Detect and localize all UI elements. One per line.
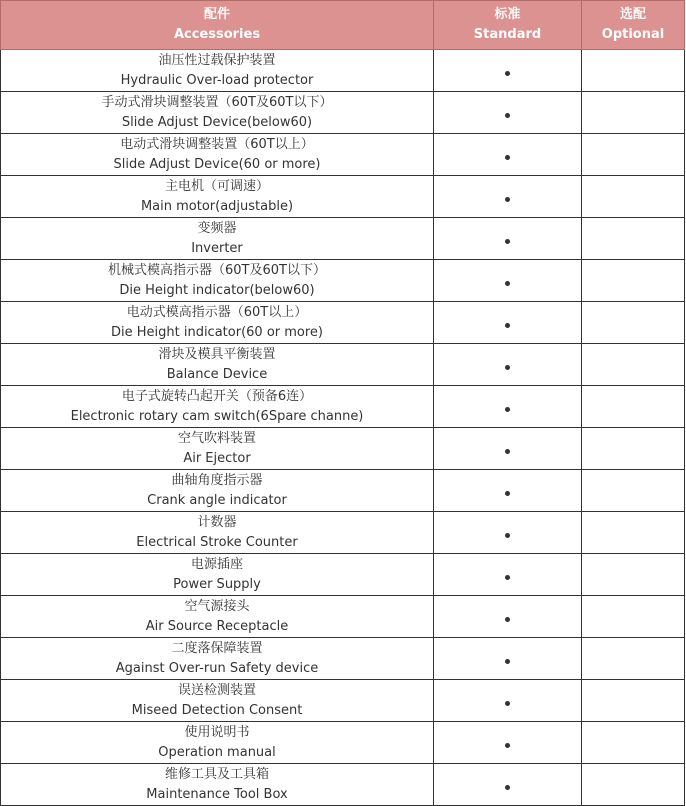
table-row bbox=[1, 428, 685, 470]
header-accessories-cn: 配件 bbox=[203, 7, 230, 22]
optional-cell bbox=[582, 428, 685, 470]
standard-cell bbox=[434, 764, 582, 806]
optional-cell bbox=[582, 260, 685, 302]
header-row bbox=[1, 1, 685, 50]
standard-dot-icon bbox=[505, 785, 510, 790]
table-row bbox=[1, 50, 685, 92]
accessory-name-en: Against Over-run Safety device bbox=[115, 660, 319, 676]
header-accessories bbox=[1, 1, 434, 50]
optional-cell bbox=[582, 554, 685, 596]
accessory-name-en: Die Height indicator(60 or more) bbox=[110, 324, 323, 340]
accessory-name-cn: 维修工具及工具箱 bbox=[164, 766, 269, 782]
table-body bbox=[1, 50, 685, 806]
standard-cell bbox=[434, 596, 582, 638]
accessory-cell bbox=[1, 638, 434, 680]
standard-dot-icon bbox=[505, 659, 510, 664]
accessory-cell bbox=[1, 680, 434, 722]
standard-dot-icon bbox=[505, 617, 510, 622]
accessory-name-en: Electronic rotary cam switch(6Spare channe) bbox=[70, 408, 364, 424]
accessory-name-cn: 电子式旋转凸起开关（预备6连） bbox=[121, 388, 313, 404]
optional-cell bbox=[582, 470, 685, 512]
accessory-cell bbox=[1, 260, 434, 302]
accessory-name-en: Air Ejector bbox=[183, 450, 251, 466]
standard-dot-icon bbox=[505, 239, 510, 244]
accessory-name-en: Electrical Stroke Counter bbox=[136, 534, 298, 550]
accessory-name-en: Balance Device bbox=[166, 366, 268, 382]
accessory-name-cn: 使用说明书 bbox=[184, 724, 250, 740]
table-row bbox=[1, 386, 685, 428]
standard-dot-icon bbox=[505, 575, 510, 580]
accessory-name-cn: 手动式滑块调整装置（60T及60T以下） bbox=[101, 94, 333, 110]
optional-cell bbox=[582, 512, 685, 554]
table-row bbox=[1, 344, 685, 386]
accessory-name-en: Air Source Receptacle bbox=[145, 618, 289, 634]
header-optional-cn: 选配 bbox=[619, 7, 646, 22]
optional-cell bbox=[582, 218, 685, 260]
accessory-name-en: Inverter bbox=[191, 240, 243, 256]
table-row bbox=[1, 554, 685, 596]
header-standard bbox=[434, 1, 582, 50]
table-row bbox=[1, 470, 685, 512]
table-row bbox=[1, 722, 685, 764]
accessory-name-cn: 电动式模高指示器（60T以上） bbox=[126, 304, 308, 320]
accessory-name-cn: 计数器 bbox=[197, 514, 237, 530]
accessory-cell bbox=[1, 176, 434, 218]
optional-cell bbox=[582, 638, 685, 680]
optional-cell bbox=[582, 344, 685, 386]
optional-cell bbox=[582, 92, 685, 134]
table-row bbox=[1, 638, 685, 680]
optional-cell bbox=[582, 176, 685, 218]
accessory-name-cn: 滑块及模具平衡装置 bbox=[158, 346, 276, 362]
standard-dot-icon bbox=[505, 449, 510, 454]
accessory-cell bbox=[1, 554, 434, 596]
standard-dot-icon bbox=[505, 197, 510, 202]
standard-dot-icon bbox=[505, 155, 510, 160]
table-row bbox=[1, 176, 685, 218]
table-row bbox=[1, 92, 685, 134]
accessory-cell bbox=[1, 428, 434, 470]
accessory-cell bbox=[1, 218, 434, 260]
header-standard-en: Standard bbox=[473, 27, 542, 42]
standard-cell bbox=[434, 218, 582, 260]
table-row bbox=[1, 218, 685, 260]
accessory-cell bbox=[1, 302, 434, 344]
standard-cell bbox=[434, 92, 582, 134]
accessory-name-en: Miseed Detection Consent bbox=[131, 702, 303, 718]
accessory-name-en: Power Supply bbox=[173, 576, 261, 592]
accessory-name-cn: 曲轴角度指示器 bbox=[171, 472, 263, 488]
accessory-name-cn: 电源插座 bbox=[190, 556, 243, 572]
optional-cell bbox=[582, 680, 685, 722]
standard-cell bbox=[434, 680, 582, 722]
standard-cell bbox=[434, 134, 582, 176]
table-row bbox=[1, 680, 685, 722]
accessory-cell bbox=[1, 92, 434, 134]
standard-cell bbox=[434, 722, 582, 764]
accessory-name-cn: 空气吹料装置 bbox=[177, 430, 256, 446]
optional-cell bbox=[582, 302, 685, 344]
accessory-name-en: Hydraulic Over-load protector bbox=[120, 72, 314, 88]
accessory-cell bbox=[1, 50, 434, 92]
optional-cell bbox=[582, 386, 685, 428]
accessory-cell bbox=[1, 512, 434, 554]
header-accessories-en: Accessories bbox=[173, 27, 261, 42]
table-row bbox=[1, 764, 685, 806]
accessory-name-cn: 空气源接头 bbox=[184, 598, 250, 614]
accessory-name-en: Die Height indicator(below60) bbox=[119, 282, 315, 298]
header-optional-en: Optional bbox=[601, 27, 665, 42]
standard-cell bbox=[434, 470, 582, 512]
accessory-name-en: Maintenance Tool Box bbox=[146, 786, 288, 802]
standard-dot-icon bbox=[505, 743, 510, 748]
standard-dot-icon bbox=[505, 365, 510, 370]
standard-cell bbox=[434, 638, 582, 680]
standard-dot-icon bbox=[505, 533, 510, 538]
standard-dot-icon bbox=[505, 281, 510, 286]
optional-cell bbox=[582, 764, 685, 806]
accessory-cell bbox=[1, 386, 434, 428]
accessory-name-cn: 二度落保障装置 bbox=[171, 640, 263, 656]
header-standard-cn: 标准 bbox=[494, 7, 521, 22]
table-row bbox=[1, 134, 685, 176]
optional-cell bbox=[582, 134, 685, 176]
standard-cell bbox=[434, 386, 582, 428]
accessory-name-en: Main motor(adjustable) bbox=[140, 198, 294, 214]
standard-cell bbox=[434, 302, 582, 344]
standard-dot-icon bbox=[505, 407, 510, 412]
accessory-cell bbox=[1, 344, 434, 386]
accessory-name-en: Slide Adjust Device(60 or more) bbox=[113, 156, 321, 172]
header-optional bbox=[582, 1, 685, 50]
standard-dot-icon bbox=[505, 323, 510, 328]
standard-cell bbox=[434, 260, 582, 302]
standard-dot-icon bbox=[505, 491, 510, 496]
accessory-name-cn: 电动式滑块调整装置（60T以上） bbox=[120, 136, 314, 152]
standard-dot-icon bbox=[505, 71, 510, 76]
standard-cell bbox=[434, 176, 582, 218]
standard-cell bbox=[434, 512, 582, 554]
table-row bbox=[1, 302, 685, 344]
optional-cell bbox=[582, 596, 685, 638]
standard-dot-icon bbox=[505, 113, 510, 118]
optional-cell bbox=[582, 50, 685, 92]
standard-cell bbox=[434, 554, 582, 596]
table-row bbox=[1, 512, 685, 554]
standard-dot-icon bbox=[505, 701, 510, 706]
accessory-cell bbox=[1, 722, 434, 764]
accessory-name-cn: 油压性过载保护装置 bbox=[158, 52, 276, 68]
accessory-name-en: Crank angle indicator bbox=[147, 492, 287, 508]
accessory-name-cn: 机械式模高指示器（60T及60T以下） bbox=[108, 262, 326, 278]
optional-cell bbox=[582, 722, 685, 764]
accessory-name-en: Operation manual bbox=[158, 744, 276, 760]
accessory-cell bbox=[1, 596, 434, 638]
standard-cell bbox=[434, 344, 582, 386]
standard-cell bbox=[434, 428, 582, 470]
accessory-cell bbox=[1, 764, 434, 806]
accessory-cell bbox=[1, 134, 434, 176]
accessory-name-cn: 误送检测装置 bbox=[177, 682, 256, 698]
accessory-name-cn: 主电机（可调速） bbox=[164, 178, 269, 194]
table-row bbox=[1, 260, 685, 302]
table-row bbox=[1, 596, 685, 638]
accessory-name-en: Slide Adjust Device(below60) bbox=[121, 114, 313, 130]
accessory-name-cn: 变频器 bbox=[197, 220, 237, 236]
standard-cell bbox=[434, 50, 582, 92]
accessory-cell bbox=[1, 470, 434, 512]
